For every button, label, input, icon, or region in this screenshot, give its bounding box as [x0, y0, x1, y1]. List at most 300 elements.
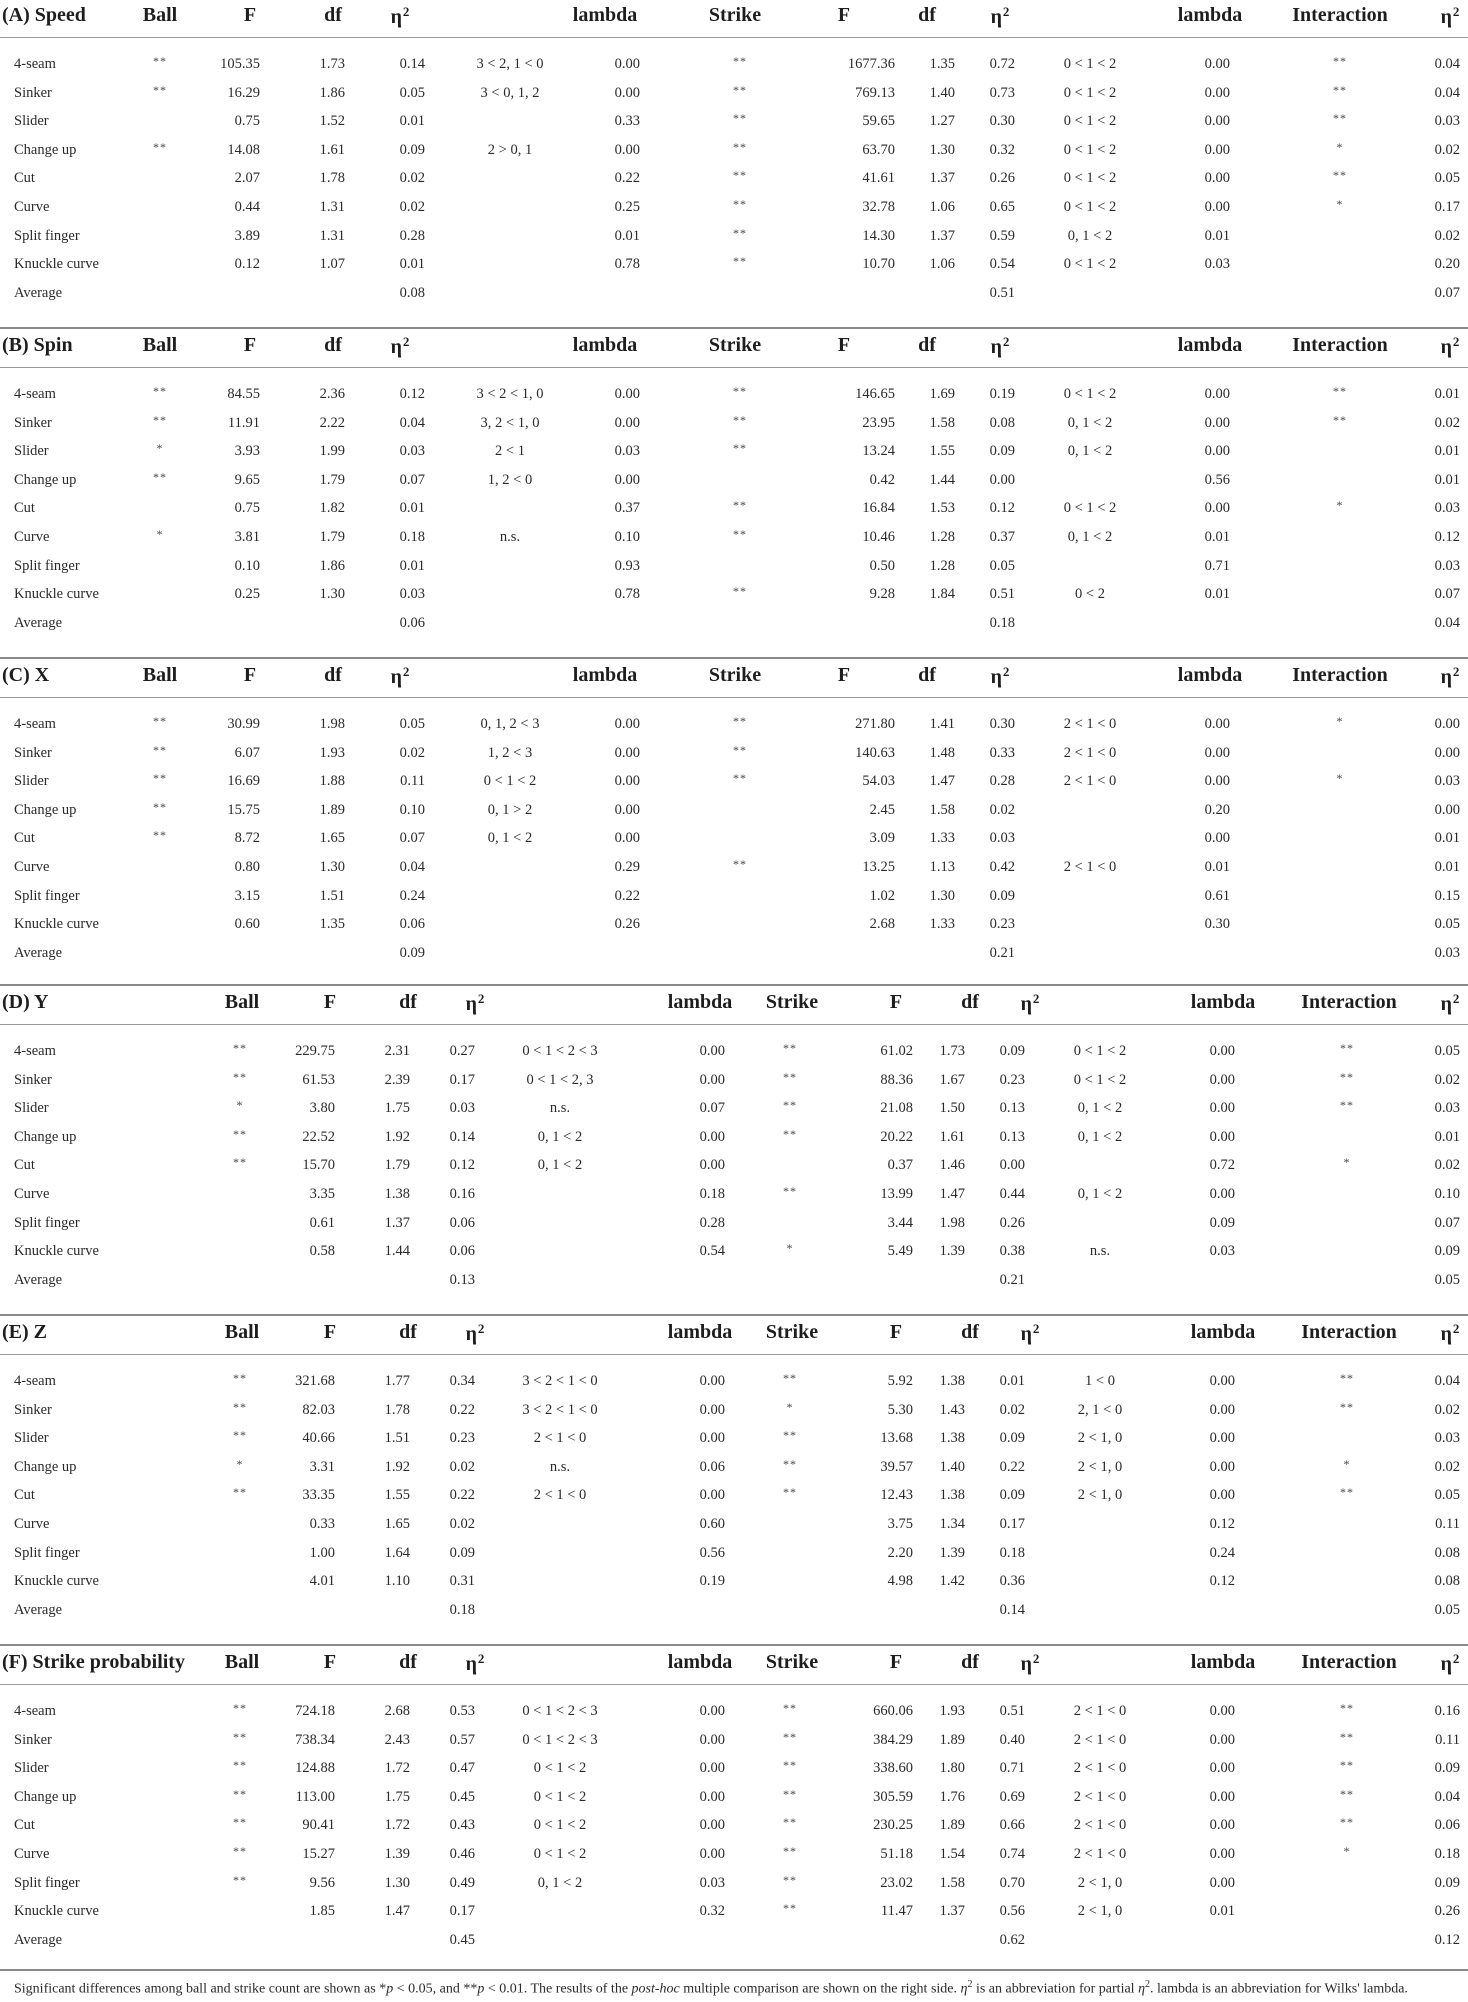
post-hoc-comparison: 0 < 1 < 2: [1063, 56, 1117, 72]
table-cell: 0.18: [699, 1186, 725, 1202]
row-label: Curve: [14, 529, 50, 545]
row-label: Sinker: [14, 744, 52, 761]
table-cell: 1.75: [384, 1100, 410, 1117]
table-cell: 1.89: [319, 801, 345, 818]
header-df-ball: df: [399, 991, 417, 1013]
eta-symbol: η: [1440, 993, 1452, 1015]
table-cell: 84.55: [227, 386, 260, 402]
table-cell: 0.09: [1434, 1760, 1460, 1777]
row-label: Slider: [14, 113, 49, 130]
table-cell: 16.29: [227, 84, 260, 101]
significance-mark: **: [733, 384, 747, 398]
significance-mark: **: [233, 1872, 247, 1887]
table-cell: 0.07: [1434, 586, 1460, 603]
table-cell: 0.32: [989, 141, 1015, 158]
significance-mark: **: [783, 1485, 797, 1500]
eta-superscript: 2: [1452, 1321, 1460, 1336]
table-cell: 1.78: [319, 170, 345, 187]
table-cell: 1.31: [319, 227, 345, 244]
table-cell: 0.18: [989, 614, 1015, 631]
table-cell: 0.05: [1434, 916, 1460, 933]
row-label: Change up: [14, 1788, 77, 1805]
table-cell: 0.00: [699, 1731, 725, 1748]
significance-mark: **: [233, 1126, 247, 1141]
header-eta-ball: [455, 992, 495, 1014]
table-cell: 1.42: [939, 1573, 965, 1590]
table-cell: 0.02: [399, 199, 425, 215]
table-cell: 3.31: [309, 1458, 335, 1475]
table-cell: 1.28: [929, 529, 955, 545]
table-cell: 0.00: [614, 141, 640, 158]
table-cell: 0.58: [309, 1243, 335, 1260]
table-cell: 0.01: [399, 500, 425, 517]
table-cell: 0.08: [1434, 1573, 1460, 1590]
table-cell: 3.93: [234, 443, 260, 460]
table-cell: 0.80: [234, 859, 260, 875]
row-label: Sinker: [14, 414, 52, 431]
table-cell: 0.62: [999, 1931, 1025, 1948]
table-cell: 32.78: [862, 199, 895, 215]
table-cell: 0.37: [887, 1157, 913, 1174]
table-cell: 0.01: [999, 1373, 1025, 1389]
post-hoc-comparison: 2 < 1 < 0: [1073, 1731, 1127, 1748]
table-cell: 0.02: [1434, 1401, 1460, 1418]
post-hoc-comparison: 0 < 1 < 2: [1063, 500, 1117, 517]
header-df-strike: df: [918, 4, 936, 26]
table-cell: 0.43: [449, 1817, 475, 1834]
eta-symbol: η: [390, 6, 402, 28]
post-hoc-comparison: 3 < 2 < 1 < 0: [522, 1373, 598, 1389]
table-cell: 0.26: [999, 1214, 1025, 1231]
table-cell: 82.03: [302, 1401, 335, 1418]
table-cell: 0.26: [989, 170, 1015, 187]
table-cell: 0.00: [1204, 830, 1230, 847]
table-cell: 1.55: [929, 443, 955, 460]
significance-mark: **: [733, 82, 747, 97]
table-cell: 1.34: [939, 1516, 965, 1532]
table-cell: 3.75: [887, 1516, 913, 1532]
table-cell: 0.01: [1434, 443, 1460, 460]
table-cell: 40.66: [302, 1430, 335, 1447]
significance-mark: **: [1340, 1399, 1354, 1414]
row-label: Split finger: [14, 1874, 80, 1891]
significance-mark: **: [733, 771, 747, 786]
table-cell: 3.44: [887, 1214, 913, 1231]
post-hoc-comparison: 0 < 1 < 2: [483, 773, 537, 790]
table-cell: 0.09: [399, 944, 425, 961]
table-cell: 0.05: [1434, 1043, 1460, 1059]
significance-mark: **: [733, 54, 747, 68]
row-label: Slider: [14, 1100, 49, 1117]
table-cell: 271.80: [855, 716, 895, 732]
table-cell: 14.30: [862, 227, 895, 244]
table-cell: 0.02: [1434, 1071, 1460, 1088]
significance-mark: *: [1336, 498, 1344, 513]
header-rule: [0, 37, 1468, 38]
significance-mark: **: [733, 111, 747, 126]
row-label: Knuckle curve: [14, 586, 99, 603]
table-cell: 0.36: [999, 1573, 1025, 1590]
eta-symbol: η: [990, 666, 1002, 688]
section-title: (F) Strike probability: [2, 1651, 185, 1673]
row-label: Sinker: [14, 1731, 52, 1748]
table-cell: 39.57: [880, 1458, 913, 1475]
table-cell: 0.00: [999, 1157, 1025, 1174]
eta-symbol: η: [1020, 993, 1032, 1015]
table-cell: 0.03: [1434, 944, 1460, 961]
header-f-ball: F: [243, 4, 257, 26]
header-df-strike: df: [961, 1321, 979, 1343]
post-hoc-comparison: 0, 1 < 2: [487, 830, 533, 847]
table-cell: 0.00: [699, 1071, 725, 1088]
table-cell: 1.73: [319, 56, 345, 72]
table-cell: 0.01: [614, 227, 640, 244]
header-rule: [0, 1024, 1468, 1025]
table-cell: 0.00: [614, 716, 640, 732]
table-cell: 1.41: [929, 716, 955, 732]
table-cell: 1.47: [939, 1186, 965, 1202]
table-cell: 0.69: [999, 1788, 1025, 1805]
table-cell: 9.56: [309, 1874, 335, 1891]
table-cell: 0.44: [234, 199, 260, 215]
table-cell: 0.23: [989, 916, 1015, 933]
row-label: Curve: [14, 1846, 50, 1862]
post-hoc-comparison: 2 < 1 < 0: [1063, 744, 1117, 761]
table-cell: 15.70: [302, 1157, 335, 1174]
header-rule: [0, 697, 1468, 698]
table-cell: 90.41: [302, 1817, 335, 1834]
table-cell: 0.25: [234, 586, 260, 603]
table-cell: 338.60: [873, 1760, 913, 1777]
table-cell: 1.61: [939, 1128, 965, 1145]
table-cell: 2.68: [869, 916, 895, 933]
table-cell: 1.48: [929, 744, 955, 761]
table-cell: 0.28: [699, 1214, 725, 1231]
table-cell: 0.33: [309, 1516, 335, 1532]
table-cell: 0.03: [399, 443, 425, 460]
table-cell: 0.12: [1209, 1516, 1235, 1532]
row-label: Average: [14, 284, 63, 301]
table-cell: 0.00: [1434, 801, 1460, 818]
eta-superscript: 2: [1452, 664, 1460, 679]
table-cell: 0.00: [1204, 386, 1230, 402]
row-label: Split finger: [14, 887, 80, 904]
significance-mark: **: [153, 139, 167, 154]
table-cell: 0.73: [989, 84, 1015, 101]
table-cell: 0.09: [1434, 1874, 1460, 1891]
table-cell: 1.40: [929, 84, 955, 101]
table-cell: 1.61: [319, 141, 345, 158]
table-cell: 59.65: [862, 113, 895, 130]
table-cell: 0.21: [989, 944, 1015, 961]
table-cell: 0.51: [989, 284, 1015, 301]
post-hoc-comparison: 0 < 1 < 2 < 3: [522, 1043, 598, 1059]
table-cell: 15.75: [227, 801, 260, 818]
header-eta-interaction: [1430, 335, 1468, 357]
header-df-ball: df: [324, 664, 342, 686]
table-cell: 1.06: [929, 199, 955, 215]
post-hoc-comparison: 2 < 1: [495, 443, 525, 460]
post-hoc-comparison: 0, 1 < 2: [537, 1874, 583, 1891]
row-label: Curve: [14, 1186, 50, 1202]
header-interaction: Interaction: [1301, 991, 1397, 1013]
table-cell: 0.01: [1434, 471, 1460, 488]
table-cell: 54.03: [862, 773, 895, 790]
post-hoc-comparison: 0 < 1 < 2: [1063, 141, 1117, 158]
table-cell: 1.79: [384, 1157, 410, 1174]
table-cell: 0.42: [989, 859, 1015, 875]
table-cell: 0.22: [449, 1487, 475, 1504]
significance-mark: **: [233, 1155, 247, 1170]
table-cell: 0.25: [614, 199, 640, 215]
post-hoc-comparison: 2 < 1 < 0: [533, 1430, 587, 1447]
table-cell: 0.16: [449, 1186, 475, 1202]
section-title: (D) Y: [2, 991, 49, 1013]
significance-mark: *: [1336, 714, 1344, 728]
row-label: Slider: [14, 773, 49, 790]
table-cell: 0.00: [614, 744, 640, 761]
table-cell: 11.47: [880, 1903, 913, 1920]
table-footnote: Significant differences among ball and strike count are shown as *p < 0.05, and **p < 0.01. The results of the post-hoc multiple comparison are shown on the right side. $\eta^2$ is an abbreviation for partial $\eta^2$. lambda is an abbreviation for Wilks' lambda.: [14, 1979, 1408, 1997]
significance-mark: *: [1336, 197, 1344, 211]
header-lambda-strike: lambda: [1177, 664, 1243, 686]
post-hoc-comparison: 3 < 2, 1 < 0: [476, 56, 544, 72]
table-cell: 1.37: [939, 1903, 965, 1920]
header-eta-strike: [1010, 992, 1050, 1014]
significance-mark: *: [1336, 771, 1344, 786]
significance-mark: **: [783, 1098, 797, 1113]
table-cell: 2.43: [384, 1731, 410, 1748]
significance-mark: **: [783, 1126, 797, 1141]
table-cell: 0.01: [399, 557, 425, 574]
table-cell: 1.38: [939, 1373, 965, 1389]
table-cell: 0.00: [1209, 1430, 1235, 1447]
significance-mark: **: [783, 1371, 797, 1385]
table-cell: 0.49: [449, 1874, 475, 1891]
significance-mark: **: [233, 1701, 247, 1715]
table-cell: 0.26: [614, 916, 640, 933]
table-cell: 61.02: [880, 1043, 913, 1059]
table-cell: 0.03: [449, 1100, 475, 1117]
table-cell: 1.77: [384, 1373, 410, 1389]
post-hoc-comparison: 2 < 1 < 0: [1073, 1817, 1127, 1834]
header-ball: Ball: [224, 991, 260, 1013]
table-cell: 0.04: [1434, 1788, 1460, 1805]
eta-symbol: η: [990, 336, 1002, 358]
table-cell: 20.22: [880, 1128, 913, 1145]
table-cell: 0.04: [1434, 614, 1460, 631]
table-cell: 0.09: [1209, 1214, 1235, 1231]
table-cell: 0.18: [999, 1544, 1025, 1561]
table-cell: 0.00: [1209, 1846, 1235, 1862]
table-cell: 2.20: [887, 1544, 913, 1561]
table-cell: 0.71: [999, 1760, 1025, 1777]
significance-mark: **: [1340, 1098, 1354, 1113]
table-cell: 0.18: [449, 1601, 475, 1618]
table-cell: 41.61: [862, 170, 895, 187]
post-hoc-comparison: 2 < 1, 0: [1077, 1430, 1123, 1447]
eta-superscript: 2: [402, 4, 410, 19]
table-cell: 0.31: [449, 1573, 475, 1590]
eta-superscript: 2: [1032, 991, 1040, 1006]
eta-superscript: 2: [1032, 1651, 1040, 1666]
table-cell: 1.30: [929, 141, 955, 158]
table-cell: 0.00: [1209, 1186, 1235, 1202]
table-cell: 1.79: [319, 529, 345, 545]
significance-mark: **: [783, 1815, 797, 1830]
significance-mark: **: [733, 412, 747, 427]
table-cell: 0.32: [699, 1903, 725, 1920]
significance-mark: **: [233, 1786, 247, 1801]
header-lambda-strike: lambda: [1190, 1651, 1256, 1673]
table-cell: 0.59: [989, 227, 1015, 244]
header-eta-ball: [380, 665, 420, 687]
eta-symbol: η: [465, 993, 477, 1015]
header-rule: [0, 1354, 1468, 1355]
table-cell: 1.37: [929, 170, 955, 187]
table-cell: 0.06: [699, 1458, 725, 1475]
significance-mark: **: [233, 1758, 247, 1773]
table-cell: 0.07: [399, 471, 425, 488]
table-cell: 0.00: [699, 1703, 725, 1719]
header-lambda-strike: lambda: [1190, 991, 1256, 1013]
post-hoc-comparison: 0 < 1 < 2: [533, 1760, 587, 1777]
post-hoc-comparison: 2 < 1 < 0: [1063, 859, 1117, 875]
table-cell: 0.75: [234, 113, 260, 130]
table-cell: 0.02: [1434, 1157, 1460, 1174]
table-cell: 0.71: [1204, 557, 1230, 574]
eta-symbol: η: [465, 1323, 477, 1345]
significance-mark: **: [153, 412, 167, 427]
table-cell: 0.00: [699, 1043, 725, 1059]
table-cell: 0.05: [1434, 1487, 1460, 1504]
post-hoc-comparison: 2 > 0, 1: [487, 141, 533, 158]
significance-mark: **: [1340, 1069, 1354, 1084]
table-cell: 0.08: [399, 284, 425, 301]
table-cell: 0.30: [989, 113, 1015, 130]
post-hoc-comparison: 2 < 1 < 0: [1073, 1846, 1127, 1862]
significance-mark: **: [1333, 384, 1347, 398]
header-eta-ball: [455, 1652, 495, 1674]
table-cell: 0.05: [399, 716, 425, 732]
table-cell: 0.00: [1209, 1487, 1235, 1504]
table-cell: 1.50: [939, 1100, 965, 1117]
significance-mark: *: [156, 527, 164, 541]
significance-mark: **: [1340, 1041, 1354, 1055]
table-cell: 0.50: [869, 557, 895, 574]
table-cell: 0.72: [1209, 1157, 1235, 1174]
row-label: Knuckle curve: [14, 1573, 99, 1590]
table-cell: 0.00: [699, 1788, 725, 1805]
eta-symbol: η: [390, 666, 402, 688]
table-cell: 660.06: [873, 1703, 913, 1719]
table-cell: 0.00: [614, 773, 640, 790]
table-cell: 0.00: [1204, 56, 1230, 72]
significance-mark: **: [233, 1399, 247, 1414]
table-cell: 0.37: [989, 529, 1015, 545]
significance-mark: **: [1340, 1371, 1354, 1385]
table-cell: 0.12: [989, 500, 1015, 517]
post-hoc-comparison: 0, 1 < 2: [1067, 443, 1113, 460]
table-cell: 0.06: [449, 1214, 475, 1231]
post-hoc-comparison: 2 < 1, 0: [1077, 1458, 1123, 1475]
table-cell: 0.12: [1434, 529, 1460, 545]
table-cell: 0.00: [1434, 716, 1460, 732]
post-hoc-comparison: 1 < 0: [1085, 1373, 1115, 1389]
table-cell: 0.38: [999, 1243, 1025, 1260]
table-cell: 0.33: [614, 113, 640, 130]
row-label: Curve: [14, 1516, 50, 1532]
table-cell: 0.42: [869, 471, 895, 488]
table-cell: 0.11: [1435, 1516, 1460, 1532]
table-cell: 2.07: [234, 170, 260, 187]
table-cell: 0.18: [399, 529, 425, 545]
table-cell: 13.99: [880, 1186, 913, 1202]
table-cell: 0.21: [999, 1271, 1025, 1288]
table-cell: 1.00: [309, 1544, 335, 1561]
table-cell: 1.67: [939, 1071, 965, 1088]
eta-superscript: 2: [1452, 4, 1460, 19]
table-cell: 0.06: [1434, 1817, 1460, 1834]
header-f-ball: F: [243, 334, 257, 356]
table-cell: 0.02: [989, 801, 1015, 818]
table-cell: 0.00: [1209, 1760, 1235, 1777]
post-hoc-comparison: 0 < 1 < 2: [1063, 386, 1117, 402]
eta-superscript: 2: [1452, 334, 1460, 349]
table-cell: 0.03: [1434, 500, 1460, 517]
post-hoc-comparison: 0 < 1 < 2: [1063, 113, 1117, 130]
header-strike: Strike: [765, 1651, 819, 1673]
table-cell: 1.43: [939, 1401, 965, 1418]
header-interaction: Interaction: [1301, 1321, 1397, 1343]
post-hoc-comparison: 1, 2 < 3: [487, 744, 533, 761]
row-label: 4-seam: [14, 56, 56, 72]
table-cell: 0.54: [699, 1243, 725, 1260]
table-cell: 0.65: [989, 199, 1015, 215]
table-cell: 1.38: [939, 1430, 965, 1447]
post-hoc-comparison: 0 < 1 < 2, 3: [526, 1071, 594, 1088]
table-cell: 10.70: [862, 256, 895, 273]
table-cell: 1.78: [384, 1401, 410, 1418]
table-cell: 14.08: [227, 141, 260, 158]
table-cell: 2.36: [319, 386, 345, 402]
significance-mark: **: [233, 1844, 247, 1858]
table-cell: 13.25: [862, 859, 895, 875]
table-cell: 0.00: [699, 1846, 725, 1862]
header-df-strike: df: [918, 334, 936, 356]
significance-mark: **: [783, 1184, 797, 1198]
table-cell: 0.45: [449, 1931, 475, 1948]
row-label: Slider: [14, 443, 49, 460]
section-title: (A) Speed: [2, 4, 86, 26]
table-cell: 0.53: [449, 1703, 475, 1719]
table-cell: 51.18: [880, 1846, 913, 1862]
table-cell: 0.00: [614, 386, 640, 402]
table-cell: 1.39: [939, 1243, 965, 1260]
table-cell: 0.28: [989, 773, 1015, 790]
table-cell: 0.24: [1209, 1544, 1235, 1561]
table-cell: 1.35: [319, 916, 345, 933]
eta-symbol: η: [1440, 1323, 1452, 1345]
header-ball: Ball: [142, 334, 178, 356]
header-df-ball: df: [324, 334, 342, 356]
table-cell: 0.00: [1204, 744, 1230, 761]
table-cell: 1.92: [384, 1458, 410, 1475]
significance-mark: **: [1333, 54, 1347, 68]
significance-mark: **: [783, 1456, 797, 1471]
table-cell: 0.00: [699, 1373, 725, 1389]
table-cell: 0.00: [699, 1128, 725, 1145]
